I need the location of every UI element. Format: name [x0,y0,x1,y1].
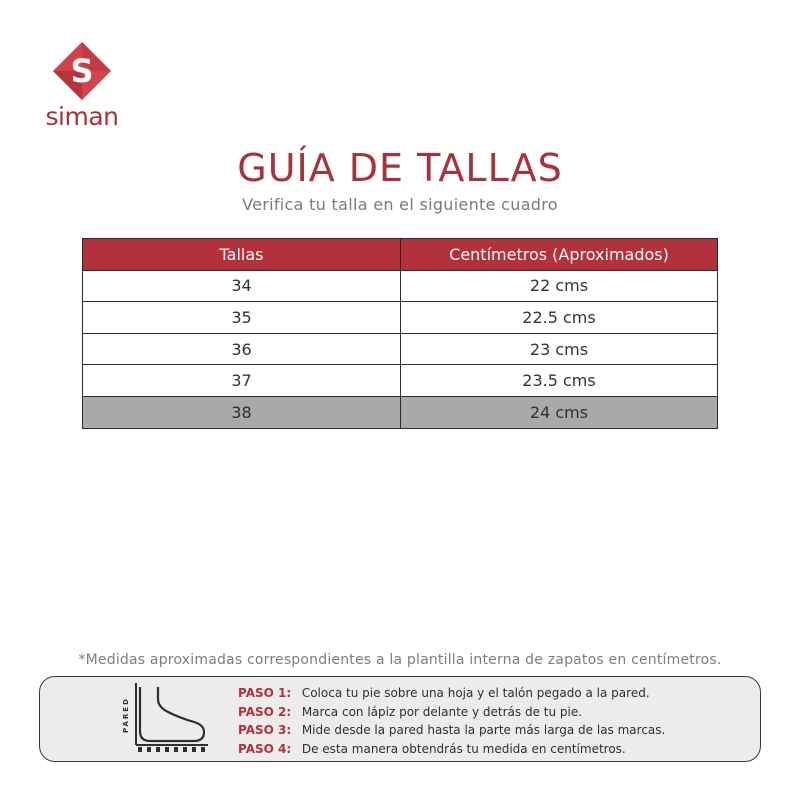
cm-cell: 23.5 cms [401,365,718,397]
foot-against-wall-icon [118,681,214,755]
steps-list [238,684,748,758]
size-cell: 35 [83,302,401,334]
step-text: De esta manera obtendrás tu medida en centímetros. [301,741,626,756]
page-title: GUÍA DE TALLAS [237,146,563,190]
size-table [82,238,718,429]
page-subtitle: Verifica tu talla en el siguiente cuadro [242,195,558,214]
column-header-sizes: Tallas [83,239,401,271]
table-row [83,270,718,302]
table-row-highlighted [83,396,718,428]
siman-diamond-logo-icon [51,40,113,102]
size-cell: 37 [83,365,401,397]
cm-cell: 22 cms [401,270,718,302]
cm-cell: 24 cms [401,396,718,428]
step-label: PASO 1: [238,686,292,700]
step-text: Coloca tu pie sobre una hoja y el talón pegado a la pared. [301,686,650,700]
step-item [238,703,748,722]
brand-name: siman [45,102,119,131]
logo-letter: S [70,52,94,90]
size-cell: 34 [83,270,401,302]
wall-label: PARED [122,697,130,733]
step-label: PASO 3: [238,723,292,737]
step-text: Marca con lápiz por delante y detrás de tu pie. [301,704,583,719]
size-cell: 36 [83,333,401,365]
step-label: PASO 4: [238,741,292,756]
footnote: *Medidas aproximadas correspondientes a la plantilla interna de zapatos en centímetros. [78,652,722,668]
cm-cell: 23 cms [401,333,718,365]
step-text: Mide desde la pared hasta la parte más larga de las marcas. [301,723,666,737]
step-label: PASO 2: [238,704,292,719]
table-row [83,333,718,365]
instructions-box [39,676,761,762]
step-item [238,740,748,759]
column-header-centimeters: Centímetros (Aproximados) [401,239,718,271]
size-table-header [83,239,718,271]
cm-cell: 22.5 cms [401,302,718,334]
step-item [238,684,748,703]
table-row [83,302,718,334]
size-cell: 38 [83,396,401,428]
brand-logo [44,40,120,136]
step-item [238,721,748,740]
table-row [83,365,718,397]
